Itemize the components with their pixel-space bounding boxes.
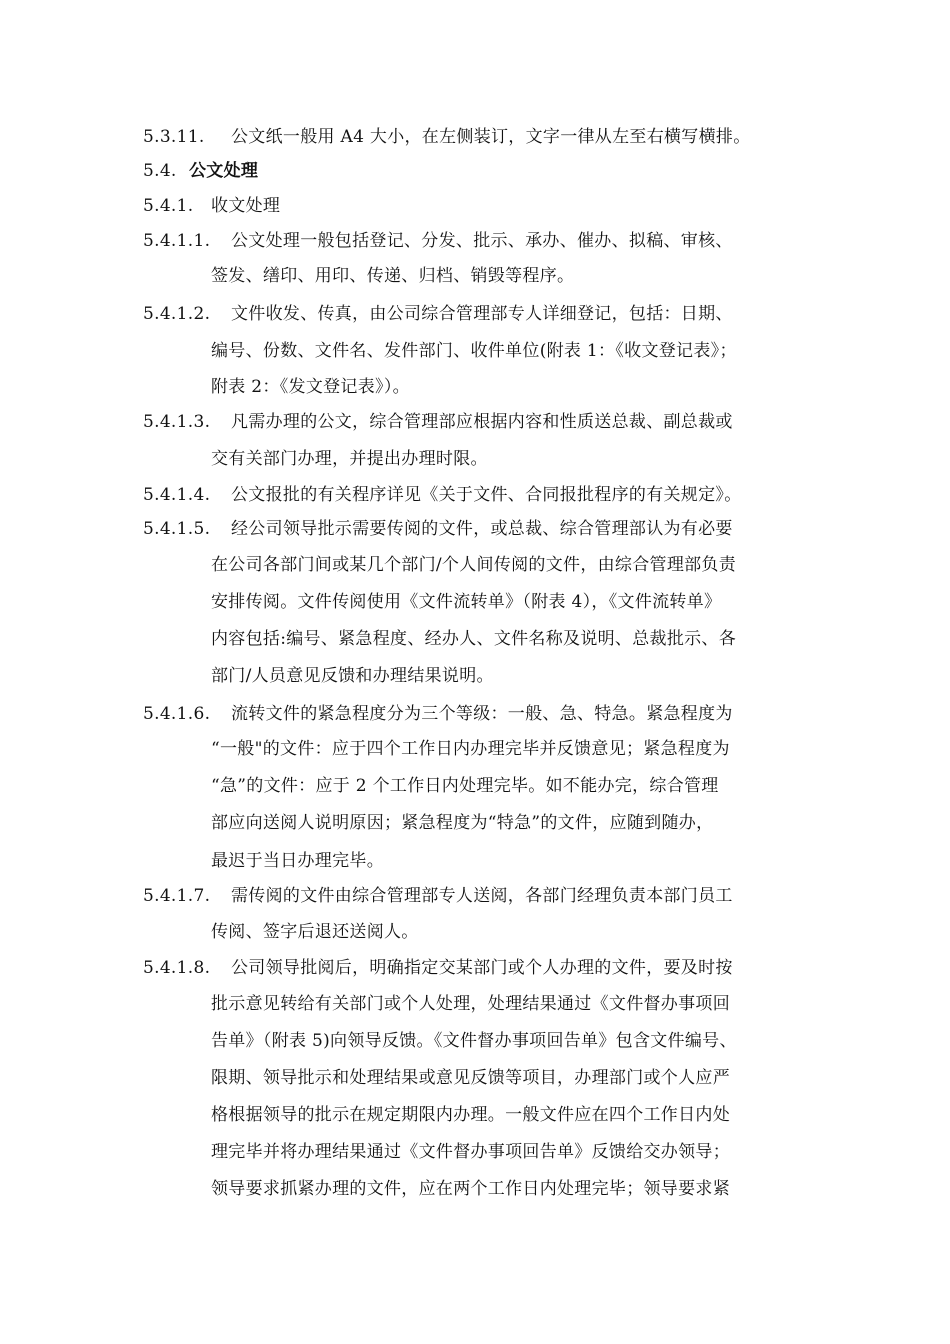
- clause-5-4-1-3: [143, 411, 733, 433]
- subsection-number: 5.4.1.: [143, 196, 194, 216]
- clause-5-4-1-6: [143, 703, 733, 725]
- subsection-5-4-1-heading: [143, 195, 280, 217]
- clause-continuation: 最迟于当日办理完毕。: [211, 851, 384, 871]
- clause-continuation: 格根据领导的批示在规定期限内办理。一般文件应在四个工作日内处: [211, 1105, 730, 1125]
- clause-text: 经公司领导批示需要传阅的文件，或总裁、综合管理部认为有必要: [231, 519, 733, 539]
- clause-continuation: 部门/人员意见反馈和办理结果说明。: [211, 666, 494, 686]
- clause-number: 5.4.1.5.: [143, 519, 211, 539]
- clause-5-3-11: [143, 126, 751, 148]
- clause-continuation: 交有关部门办理，并提出办理时限。: [211, 449, 488, 469]
- section-5-4-heading: [143, 160, 258, 182]
- clause-continuation: 传阅、签字后退还送阅人。: [211, 922, 419, 942]
- clause-text: 公文处理一般包括登记、分发、批示、承办、催办、拟稿、审核、: [231, 231, 733, 251]
- clause-5-4-1-1: [143, 230, 733, 252]
- clause-number: 5.4.1.7.: [143, 886, 211, 906]
- clause-continuation: 在公司各部门间或某几个部门/个人间传阅的文件，由综合管理部负责: [211, 555, 737, 575]
- clause-text: 公文报批的有关程序详见《关于文件、合同报批程序的有关规定》。: [231, 485, 742, 505]
- subsection-title: 收文处理: [211, 196, 281, 216]
- clause-text: 文件收发、传真，由公司综合管理部专人详细登记，包括：日期、: [231, 304, 733, 324]
- clause-number: 5.4.1.8.: [143, 958, 211, 978]
- clause-continuation: 部应向送阅人说明原因；紧急程度为“特急”的文件，应随到随办，: [211, 813, 714, 833]
- clause-text: 流转文件的紧急程度分为三个等级：一般、急、特急。紧急程度为: [231, 704, 733, 724]
- clause-continuation: “急”的文件：应于 2 个工作日内处理完毕。如不能办完，综合管理: [211, 776, 719, 796]
- clause-number: 5.4.1.2.: [143, 304, 211, 324]
- clause-continuation: 安排传阅。文件传阅使用《文件流转单》（附表 4），《文件流转单》: [211, 592, 722, 612]
- clause-text: 公文纸一般用 A4 大小，在左侧装订，文字一律从左至右横写横排。: [231, 127, 751, 147]
- clause-5-4-1-7: [143, 885, 733, 907]
- clause-number: 5.4.1.4.: [143, 485, 211, 505]
- clause-continuation: 编号、份数、文件名、发件部门、收件单位(附表 1：《收文登记表》；: [211, 341, 737, 361]
- clause-5-4-1-2: [143, 303, 733, 325]
- clause-5-4-1-5: [143, 518, 733, 540]
- clause-text: 凡需办理的公文，综合管理部应根据内容和性质送总裁、副总裁或: [231, 412, 733, 432]
- clause-continuation: 签发、缮印、用印、传递、归档、销毁等程序。: [211, 266, 575, 286]
- clause-continuation: 告单》（附表 5)向领导反馈。《文件督办事项回告单》包含文件编号、: [211, 1031, 737, 1051]
- clause-text: 公司领导批阅后，明确指定交某部门或个人办理的文件，要及时按: [231, 958, 733, 978]
- clause-continuation: 批示意见转给有关部门或个人处理，处理结果通过《文件督办事项回: [211, 994, 730, 1014]
- section-title: 公文处理: [189, 161, 259, 181]
- clause-continuation: 附表 2：《发文登记表》）。: [211, 377, 410, 397]
- clause-number: 5.4.1.3.: [143, 412, 211, 432]
- clause-text: 需传阅的文件由综合管理部专人送阅，各部门经理负责本部门员工: [231, 886, 733, 906]
- clause-5-4-1-4: [143, 484, 742, 506]
- clause-continuation: 限期、领导批示和处理结果或意见反馈等项目，办理部门或个人应严: [211, 1068, 730, 1088]
- clause-continuation: 领导要求抓紧办理的文件，应在两个工作日内处理完毕；领导要求紧: [211, 1179, 730, 1199]
- clause-5-4-1-8: [143, 957, 733, 979]
- section-number: 5.4.: [143, 161, 177, 181]
- clause-continuation: 内容包括:编号、紧急程度、经办人、文件名称及说明、总裁批示、各: [211, 629, 737, 649]
- clause-number: 5.3.11.: [143, 127, 205, 147]
- clause-continuation: 理完毕并将办理结果通过《文件督办事项回告单》反馈给交办领导；: [211, 1142, 730, 1162]
- clause-number: 5.4.1.6.: [143, 704, 211, 724]
- clause-continuation: “一般"的文件：应于四个工作日内办理完毕并反馈意见；紧急程度为: [211, 739, 730, 759]
- clause-number: 5.4.1.1.: [143, 231, 211, 251]
